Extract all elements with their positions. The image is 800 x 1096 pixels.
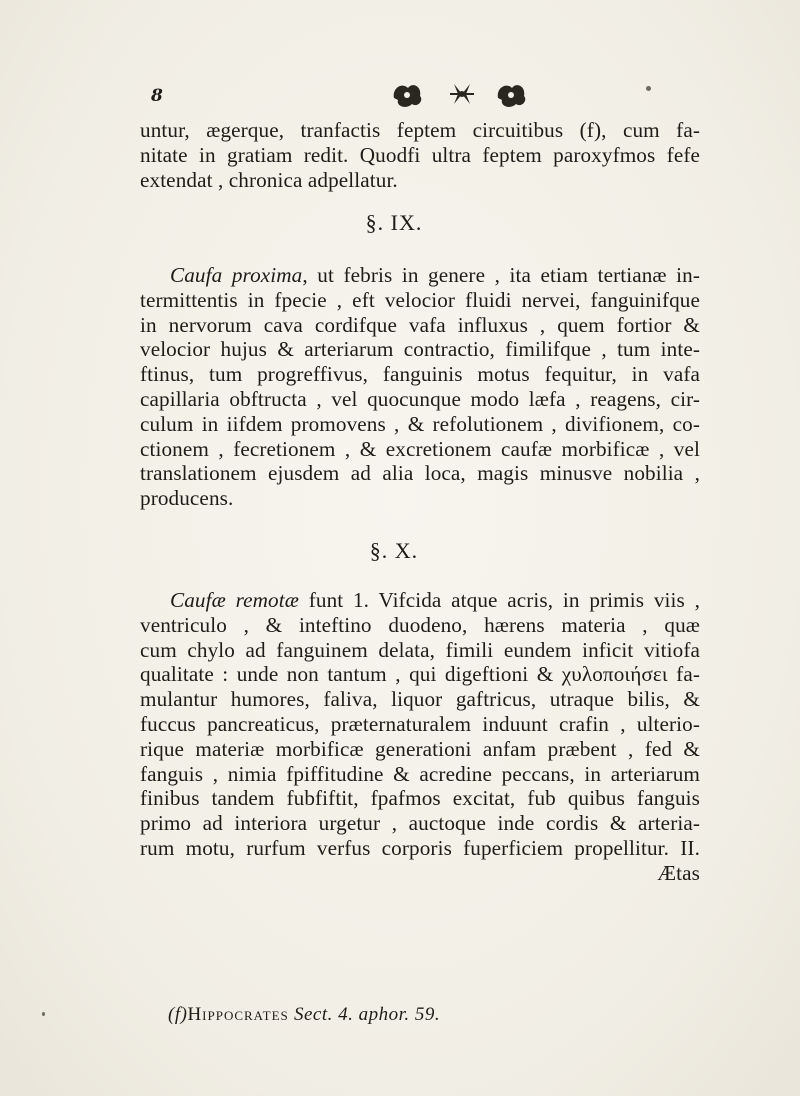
text-line: extendat , chronica adpellatur. xyxy=(140,167,398,192)
text-line: Caufa proxima, ut febris in genere , ita etiam tertianæ in- xyxy=(170,263,701,287)
text-line: Caufæ remotæ funt 1. Vifcida atque acris, in primis viis , xyxy=(170,588,700,612)
text-line: rique materiæ morbificæ generationi anfam præbent , fed & xyxy=(140,736,700,761)
printers-ornament-icon xyxy=(388,76,538,112)
text-line: velocior hujus & arteriarum contractio, fimilifque , tum inte- xyxy=(140,337,700,362)
footnote-reference: Sect. 4. aphor. 59. xyxy=(294,1004,441,1025)
paragraph-continued xyxy=(140,118,700,192)
text-line: ctionem , fecretionem , & excretionem caufæ morbificæ , vel xyxy=(140,436,700,461)
text-line: mulantur humores, faliva, liquor gaftricus, utraque bilis, & xyxy=(140,687,700,712)
text-line: producens. xyxy=(140,486,234,511)
text-line: rum motu, rurfum verfus corporis fuperficiem propellitur. II. xyxy=(140,835,700,860)
text-line: capillaria obftructa , vel quocunque modo læfa , reagens, cir- xyxy=(140,386,700,411)
section-heading-x: §. X. xyxy=(369,538,419,563)
print-speck xyxy=(646,86,651,91)
section-ix-body xyxy=(140,263,700,511)
section-lead-term: Caufæ remotæ xyxy=(170,588,299,612)
footnote-mark: (f) xyxy=(168,1004,188,1025)
text-line: in nervorum cava cordifque vafa influxus , quem fortior & xyxy=(140,312,700,337)
text-line: finibus tandem fubfiftit, fpafmos excitat, fub quibus fanguis xyxy=(140,786,700,811)
section-heading-ix: §. IX. xyxy=(365,210,423,235)
text-line: cum chylo ad fanguinem delata, fimili eundem inficit vitiofa xyxy=(140,637,700,662)
text-line: fuccus pancreaticus, præternaturalem induunt crafin , ulterio- xyxy=(140,711,700,736)
section-x-body xyxy=(140,588,700,886)
text-line: ftinus, tum progreffivus, fanguinis motus fequitur, in vafa xyxy=(140,362,700,387)
text-line: ventriculo , & inteftino duodeno, hærens materia , quæ xyxy=(140,612,700,637)
section-lead-term: Caufa proxima xyxy=(170,263,303,287)
text-line: nitate in gratiam redit. Quodfi ultra feptem paroxyfmos fefe xyxy=(140,142,700,167)
text-line: primo ad interiora urgetur , auctoque inde cordis & arteria- xyxy=(140,811,700,836)
catchword: Ætas xyxy=(657,860,700,885)
footnote xyxy=(168,1004,440,1026)
text-line: untur, ægerque, tranfactis feptem circuitibus (f), cum fa- xyxy=(140,118,700,142)
text-line: fanguis , nimia fpiffitudine & acredine peccans, in arteriarum xyxy=(140,761,700,786)
footnote-author: Hippocrates xyxy=(187,1004,289,1025)
page-signature-mark: 8 xyxy=(151,86,163,106)
text-line: qualitate : unde non tantum , qui digeftioni & χυλοποιήσει fa- xyxy=(140,662,700,687)
text-line: translationem ejusdem ad alia loca, magis minusve nobilia , xyxy=(140,461,700,486)
text-line: termittentis in fpecie , eft velocior fluidi nervei, fanguinifque xyxy=(140,287,700,312)
text-line: culum in iifdem promovens , & refolutionem , divifionem, co- xyxy=(140,411,700,436)
print-speck xyxy=(42,1012,45,1016)
